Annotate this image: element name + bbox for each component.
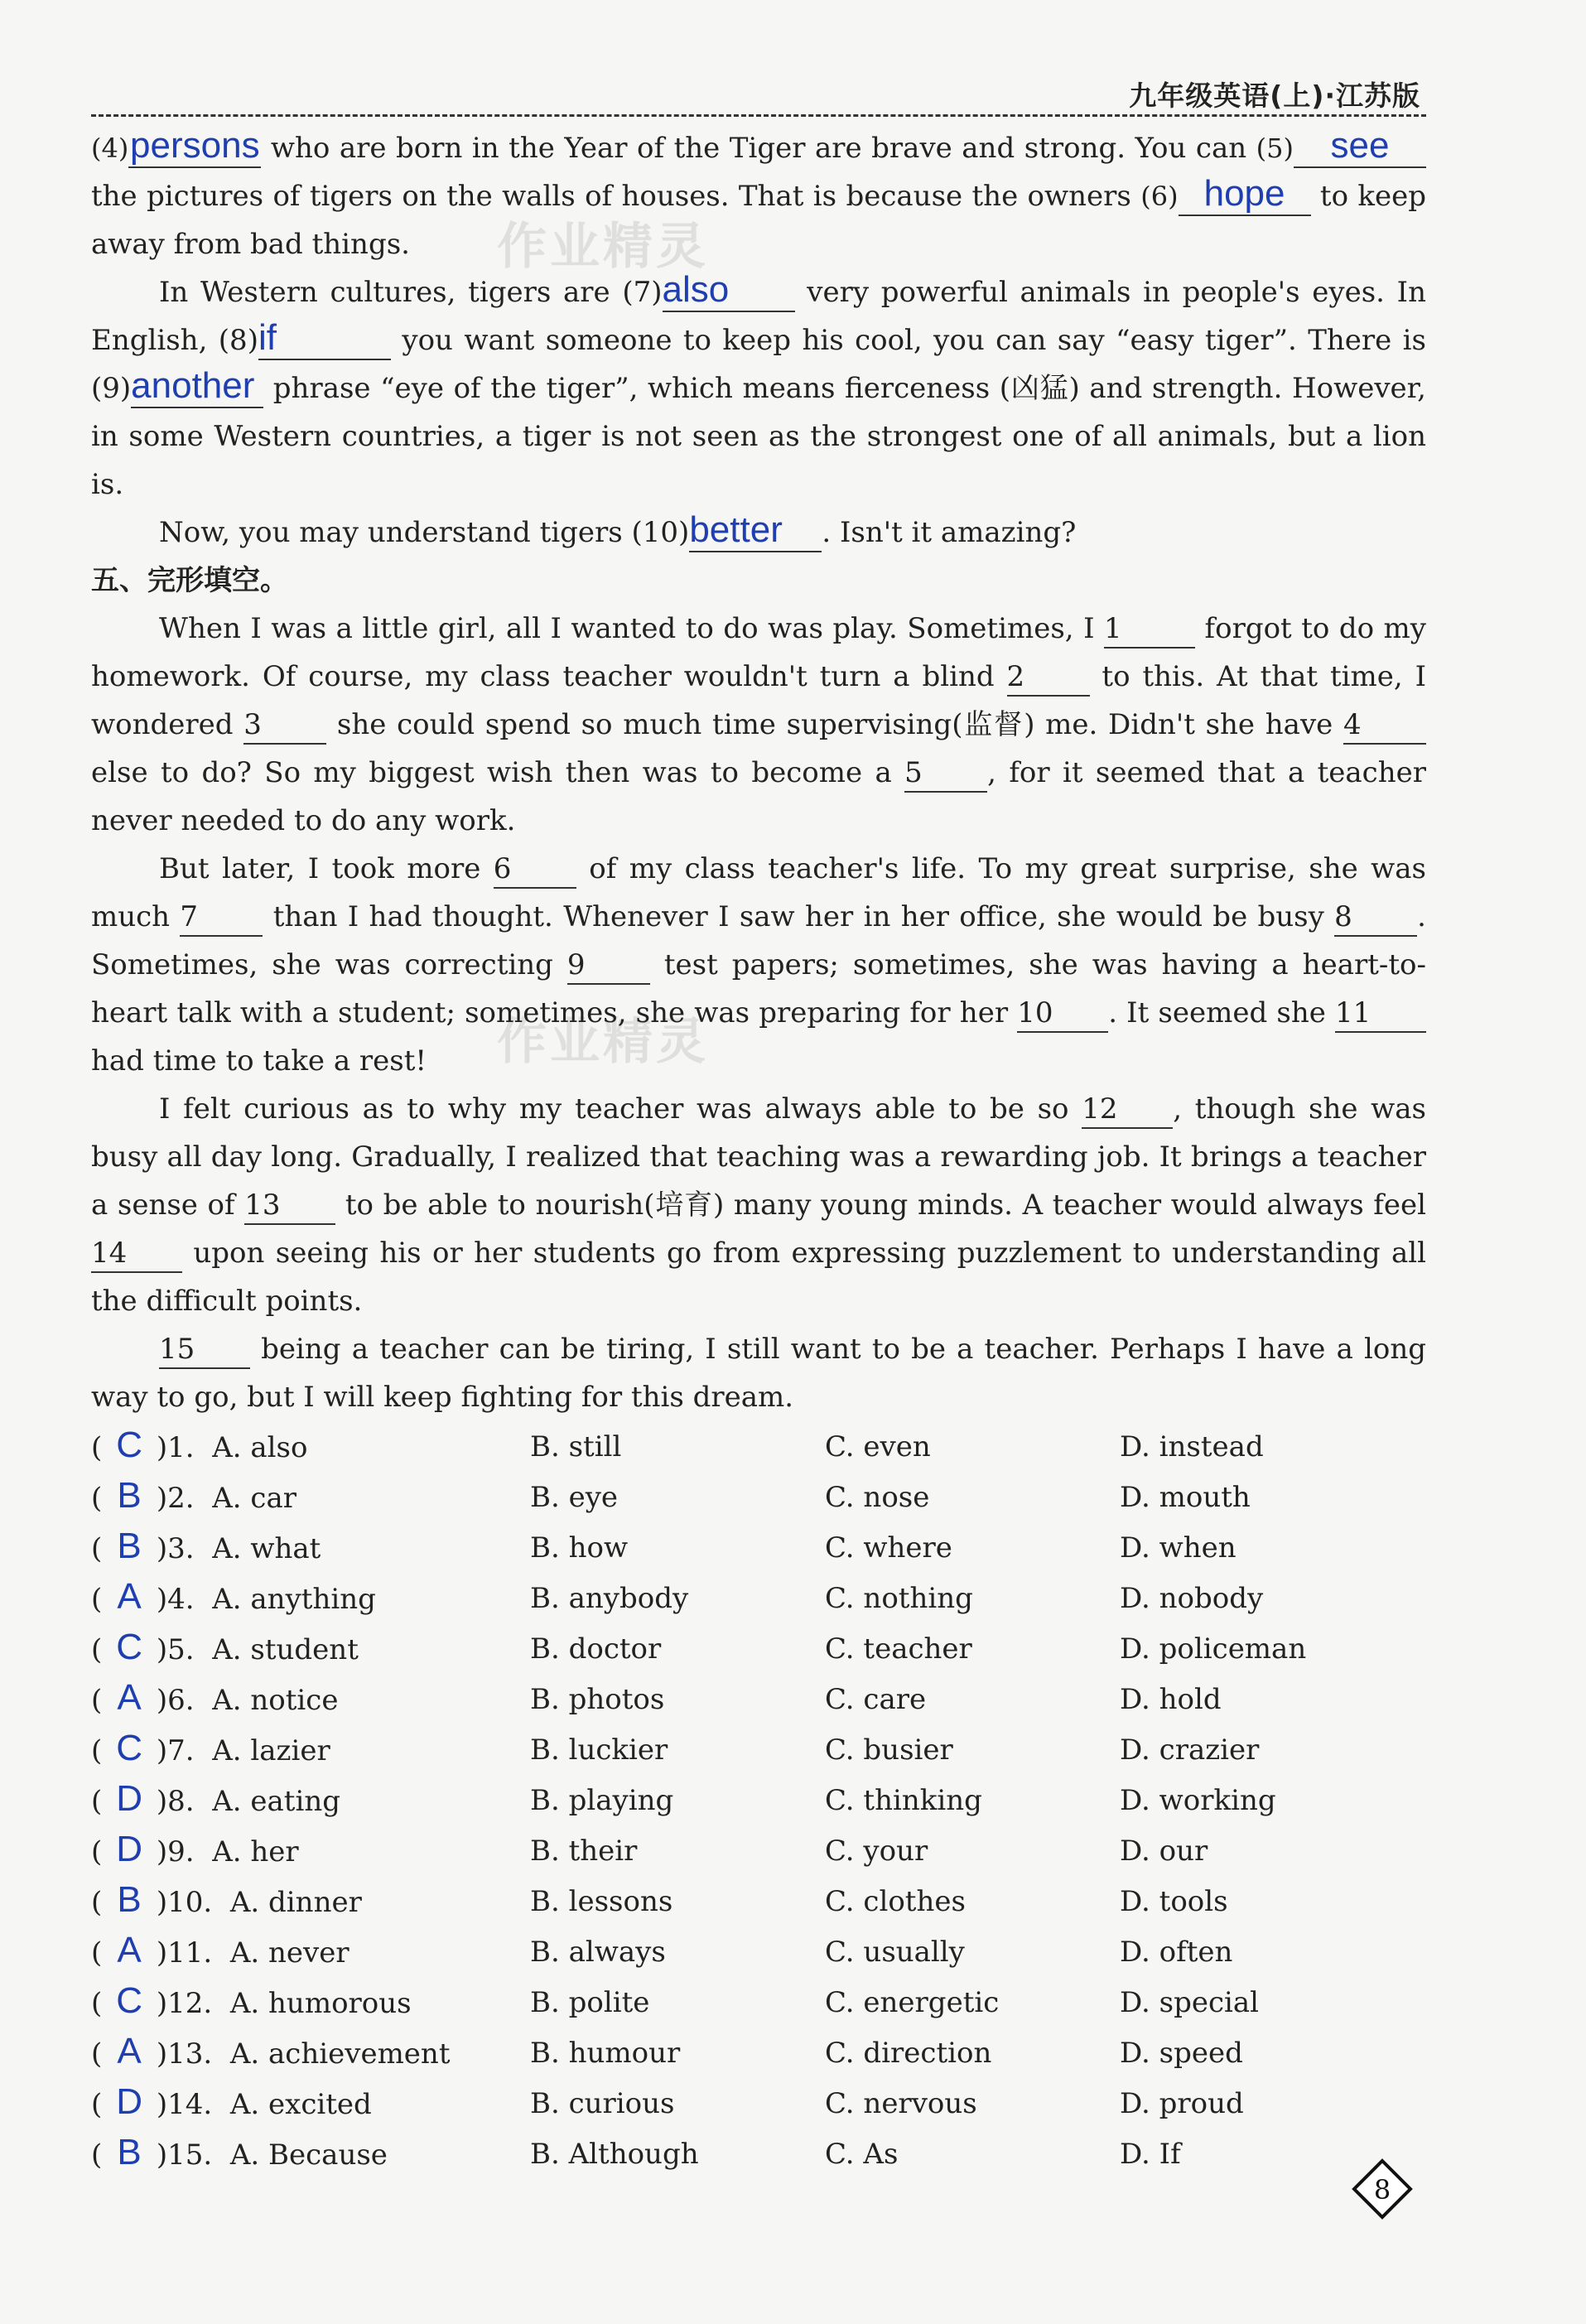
option-d: D. proud xyxy=(1120,2086,1244,2120)
question-number-cell: ( A )6. A. notice xyxy=(91,1674,530,1724)
option-b-cell xyxy=(530,1573,825,1623)
option-a: A. excited xyxy=(229,2088,372,2121)
answer-choice: B xyxy=(117,1526,142,1566)
option-c-cell xyxy=(825,1421,1120,1472)
option-b: B. still xyxy=(530,1430,622,1463)
cloze-blank: 7 xyxy=(180,899,263,937)
option-d: D. policeman xyxy=(1120,1632,1307,1666)
handwritten-answer: see xyxy=(1330,125,1390,166)
paragraph-text: had time to take a rest! xyxy=(91,1044,427,1078)
blank-number: (6) xyxy=(1140,181,1179,212)
option-c-cell xyxy=(825,1825,1120,1876)
option-c-cell xyxy=(825,1876,1120,1926)
option-b: B. humour xyxy=(530,2036,681,2070)
option-b: B. how xyxy=(530,1531,629,1565)
answer-blank xyxy=(258,317,391,360)
option-a: A. humorous xyxy=(229,1987,412,2020)
page-number-badge xyxy=(1352,2158,1413,2220)
option-d-cell xyxy=(1120,1724,1306,1775)
answer-choice: D xyxy=(116,1778,142,1819)
option-b-cell xyxy=(530,1876,825,1926)
options-table xyxy=(91,1421,1306,2179)
paragraph-text: , though she was busy all day long. Gradually, I realized that teaching was a rewarding job. It brings a teacher a sense of xyxy=(91,1092,1427,1222)
question-row xyxy=(91,1573,1306,1623)
handwritten-answer: hope xyxy=(1203,173,1285,214)
section-title: 五、完形填空。 xyxy=(91,564,288,597)
paragraph-tiger-china xyxy=(91,124,1426,268)
option-c-cell xyxy=(825,1775,1120,1825)
paragraph-text: else to do? So my biggest wish then was to become a xyxy=(91,756,905,789)
option-b-cell xyxy=(530,1724,825,1775)
question-row xyxy=(91,1674,1306,1724)
option-c: C. energetic xyxy=(825,1985,1000,2019)
question-number: 7. xyxy=(167,1734,195,1767)
option-d: D. If xyxy=(1120,2137,1181,2171)
option-c: C. nervous xyxy=(825,2086,977,2120)
option-b: B. lessons xyxy=(530,1884,673,1918)
option-b: B. doctor xyxy=(530,1632,662,1666)
option-d-cell xyxy=(1120,1573,1306,1623)
question-row xyxy=(91,1977,1306,2027)
question-number: 14. xyxy=(167,2088,213,2121)
question-row xyxy=(91,1825,1306,1876)
option-c: C. nothing xyxy=(825,1581,973,1615)
question-number: 6. xyxy=(167,1684,195,1717)
question-number-cell: ( D )8. A. eating xyxy=(91,1775,530,1825)
question-number: 5. xyxy=(167,1633,195,1666)
paragraph-text: . Sometimes, she was correcting xyxy=(91,900,1426,981)
header-divider xyxy=(91,114,1426,117)
option-d: D. tools xyxy=(1120,1884,1228,1918)
option-d: D. instead xyxy=(1120,1430,1264,1463)
option-d: D. when xyxy=(1120,1531,1237,1565)
paragraph-text: I felt curious as to why my teacher was always able to be so xyxy=(159,1092,1082,1126)
question-number: 12. xyxy=(167,1987,213,2020)
option-a: A. her xyxy=(212,1835,299,1868)
handwritten-answer: also xyxy=(662,269,730,310)
option-b: B. polite xyxy=(530,1985,650,2019)
question-row xyxy=(91,1421,1306,1472)
paragraph-text: . Isn't it amazing? xyxy=(822,516,1077,549)
question-number-cell: ( A )13. A. achievement xyxy=(91,2027,530,2078)
answer-choice: C xyxy=(116,1980,142,2021)
option-b: B. Although xyxy=(530,2137,699,2171)
answer-blank xyxy=(128,125,261,168)
option-c-cell xyxy=(825,1573,1120,1623)
option-c-cell xyxy=(825,1926,1120,1977)
answer-blank xyxy=(1294,125,1426,168)
question-number: 11. xyxy=(167,1936,213,1970)
option-c-cell xyxy=(825,1674,1120,1724)
page-content xyxy=(91,124,1426,2179)
question-number: 15. xyxy=(167,2138,213,2172)
paragraph-text: In Western cultures, tigers are (7) xyxy=(159,276,663,309)
option-d-cell xyxy=(1120,2027,1306,2078)
question-number-cell: ( D )9. A. her xyxy=(91,1825,530,1876)
option-a: A. notice xyxy=(212,1684,339,1717)
option-c: C. thinking xyxy=(825,1783,982,1817)
option-b-cell xyxy=(530,1674,825,1724)
option-a: A. lazier xyxy=(212,1734,330,1767)
paragraph-text: . It seemed she xyxy=(1108,996,1335,1029)
option-d: D. our xyxy=(1120,1834,1208,1868)
paragraph-text: Now, you may understand tigers (10) xyxy=(159,516,690,549)
answer-choice: A xyxy=(117,1576,142,1617)
question-number: 10. xyxy=(167,1886,213,1919)
option-c: C. clothes xyxy=(825,1884,966,1918)
answer-blank xyxy=(1179,173,1311,216)
option-d: D. crazier xyxy=(1120,1733,1260,1767)
question-row xyxy=(91,2129,1306,2179)
option-c: C. busier xyxy=(825,1733,953,1767)
option-c: C. teacher xyxy=(825,1632,972,1666)
handwritten-answer: another xyxy=(131,365,255,406)
question-row xyxy=(91,1522,1306,1573)
question-number: 9. xyxy=(167,1835,195,1868)
paragraph-text: being a teacher can be tiring, I still want to be a teacher. Perhaps I have a long way to go, but I will keep fighting for this dream. xyxy=(91,1333,1426,1414)
paragraph-text: When I was a little girl, all I wanted to do was play. Sometimes, I xyxy=(159,612,1105,645)
question-number: 2. xyxy=(167,1482,195,1515)
option-d: D. special xyxy=(1120,1985,1260,2019)
cloze-blank: 1 xyxy=(1104,610,1195,649)
paragraph-text: test papers; sometimes, she was having a heart-to-heart talk with a student; sometimes, she was preparing for her xyxy=(91,948,1426,1029)
question-number-cell: ( B )15. A. Because xyxy=(91,2129,530,2179)
cloze-paragraph-1 xyxy=(91,605,1426,845)
option-b: B. eye xyxy=(530,1480,619,1514)
option-b: B. playing xyxy=(530,1783,674,1817)
question-row xyxy=(91,1724,1306,1775)
option-b-cell xyxy=(530,2129,825,2179)
cloze-blank: 13 xyxy=(244,1187,335,1225)
option-d-cell xyxy=(1120,1472,1306,1522)
answer-choice: C xyxy=(116,1728,142,1768)
option-c-cell xyxy=(825,1724,1120,1775)
question-number-cell: ( A )4. A. anything xyxy=(91,1573,530,1623)
answer-choice: C xyxy=(116,1425,142,1465)
option-d-cell xyxy=(1120,2078,1306,2129)
paragraph-conclusion xyxy=(91,509,1426,557)
cloze-paragraph-3 xyxy=(91,1085,1426,1325)
paragraph-text: very powerful animals in people's eyes. In English, (8) xyxy=(91,276,1426,357)
option-c: C. care xyxy=(825,1682,927,1716)
answer-blank xyxy=(689,509,822,552)
option-d: D. speed xyxy=(1120,2036,1243,2070)
cloze-blank: 5 xyxy=(904,755,987,793)
option-c: C. As xyxy=(825,2137,899,2171)
paragraph-text: than I had thought. Whenever I saw her in her office, she would be busy xyxy=(263,900,1335,933)
question-row xyxy=(91,1926,1306,1977)
question-number: 1. xyxy=(167,1431,195,1464)
watermark: 作业精灵 xyxy=(497,1013,709,1071)
option-b: B. curious xyxy=(530,2086,675,2120)
option-b: B. luckier xyxy=(530,1733,668,1767)
option-a: A. anything xyxy=(212,1583,376,1616)
cloze-blank: 3 xyxy=(243,706,326,745)
paragraph-text: who are born in the Year of the Tiger are brave and strong. You can xyxy=(261,132,1247,165)
option-a: A. dinner xyxy=(229,1886,362,1919)
answer-choice: B xyxy=(117,1475,142,1516)
paragraph-text: to keep away from bad things. xyxy=(91,180,1427,261)
question-number-cell: ( D )14. A. excited xyxy=(91,2078,530,2129)
answer-choice: C xyxy=(116,1627,142,1667)
option-c-cell xyxy=(825,1472,1120,1522)
cloze-paragraph-4 xyxy=(91,1325,1426,1421)
option-d: D. working xyxy=(1120,1783,1276,1817)
question-row xyxy=(91,1775,1306,1825)
answer-blank xyxy=(662,269,795,312)
option-a: A. car xyxy=(212,1482,296,1515)
option-d: D. mouth xyxy=(1120,1480,1251,1514)
option-d: D. often xyxy=(1120,1935,1233,1969)
option-b-cell xyxy=(530,1472,825,1522)
option-b-cell xyxy=(530,1977,825,2027)
page-header: 九年级英语(上)·江苏版 xyxy=(1129,80,1420,112)
paragraph-text: the pictures of tigers on the walls of houses. That is because the owners xyxy=(91,180,1131,213)
answer-choice: D xyxy=(116,1829,142,1869)
option-b-cell xyxy=(530,1926,825,1977)
option-d-cell xyxy=(1120,1977,1306,2027)
option-b: B. anybody xyxy=(530,1581,689,1615)
question-row xyxy=(91,1472,1306,1522)
answer-choice: A xyxy=(117,1930,142,1970)
paragraph-text: But later, I took more xyxy=(159,852,494,885)
question-number: 8. xyxy=(167,1785,195,1818)
question-row xyxy=(91,2078,1306,2129)
option-c-cell xyxy=(825,1623,1120,1674)
question-number-cell: ( C )5. A. student xyxy=(91,1623,530,1674)
option-c: C. even xyxy=(825,1430,931,1463)
option-d: D. nobody xyxy=(1120,1581,1264,1615)
option-d-cell xyxy=(1120,1825,1306,1876)
option-d-cell xyxy=(1120,1876,1306,1926)
option-c: C. where xyxy=(825,1531,952,1565)
cloze-paragraph-2 xyxy=(91,845,1426,1085)
paragraph-text: forgot to do my homework. Of course, my class teacher wouldn't turn a blind xyxy=(91,612,1427,693)
blank-number: (4) xyxy=(91,133,129,164)
question-number: 3. xyxy=(167,1532,195,1565)
paragraph-text: to this. At that time, I wondered xyxy=(91,660,1427,741)
question-number-cell: ( C )7. A. lazier xyxy=(91,1724,530,1775)
option-d-cell xyxy=(1120,1926,1306,1977)
cloze-blank: 9 xyxy=(567,947,650,985)
option-d-cell xyxy=(1120,1522,1306,1573)
handwritten-answer: if xyxy=(258,317,277,358)
option-c-cell xyxy=(825,2078,1120,2129)
question-number: 13. xyxy=(167,2037,213,2071)
option-d-cell xyxy=(1120,1674,1306,1724)
cloze-blank: 2 xyxy=(1007,658,1090,697)
cloze-blank: 8 xyxy=(1334,899,1417,937)
option-b-cell xyxy=(530,1522,825,1573)
paragraph-text: she could spend so much time supervising(监督) me. Didn't she have xyxy=(326,708,1343,741)
option-d-cell xyxy=(1120,1421,1306,1472)
option-b-cell xyxy=(530,2078,825,2129)
option-c: C. direction xyxy=(825,2036,992,2070)
paragraph-text: phrase “eye of the tiger”, which means fierceness (凶猛) and strength. However, in some Western countries, a tiger is not seen as the strongest one of all animals, but a lion is. xyxy=(91,372,1426,501)
option-b-cell xyxy=(530,1825,825,1876)
option-a: A. what xyxy=(212,1532,321,1565)
option-b-cell xyxy=(530,1421,825,1472)
answer-choice: B xyxy=(117,2132,142,2172)
question-number-cell: ( A )11. A. never xyxy=(91,1926,530,1977)
option-d-cell xyxy=(1120,1623,1306,1674)
question-row xyxy=(91,1876,1306,1926)
option-c: C. nose xyxy=(825,1480,930,1514)
paragraph-text: you want someone to keep his cool, you can say “easy tiger”. There is (9) xyxy=(91,324,1427,405)
cloze-blank: 4 xyxy=(1343,706,1426,745)
option-a: A. eating xyxy=(212,1785,340,1818)
option-a: A. never xyxy=(229,1936,349,1970)
cloze-blank: 12 xyxy=(1082,1091,1173,1129)
option-c: C. your xyxy=(825,1834,928,1868)
answer-choice: A xyxy=(117,2031,142,2071)
option-c-cell xyxy=(825,2027,1120,2078)
option-c-cell xyxy=(825,1522,1120,1573)
option-a: A. student xyxy=(212,1633,359,1666)
paragraph-text: to be able to nourish(培育) many young minds. A teacher would always feel xyxy=(335,1189,1426,1222)
cloze-blank: 10 xyxy=(1017,995,1108,1033)
option-b-cell xyxy=(530,2027,825,2078)
option-a: A. Because xyxy=(229,2138,388,2172)
answer-choice: A xyxy=(117,1677,142,1718)
cloze-blank: 6 xyxy=(494,851,576,889)
watermark: 作业精灵 xyxy=(497,218,709,276)
answer-choice: B xyxy=(117,1879,142,1920)
option-d: D. hold xyxy=(1120,1682,1222,1716)
page-number: 8 xyxy=(1373,2174,1391,2206)
question-number: 4. xyxy=(167,1583,195,1616)
option-b-cell xyxy=(530,1775,825,1825)
cloze-blank: 14 xyxy=(91,1235,182,1273)
question-row xyxy=(91,1623,1306,1674)
paragraph-text: of my class teacher's life. To my great surprise, she was much xyxy=(91,852,1426,933)
paragraph-tiger-west xyxy=(91,268,1426,509)
paragraph-text: , for it seemed that a teacher never needed to do any work. xyxy=(91,756,1426,837)
option-b: B. their xyxy=(530,1834,638,1868)
question-number-cell: ( C )12. A. humorous xyxy=(91,1977,530,2027)
option-d-cell xyxy=(1120,2129,1306,2179)
cloze-blank: 11 xyxy=(1335,995,1426,1033)
question-row xyxy=(91,2027,1306,2078)
question-number-cell: ( B )3. A. what xyxy=(91,1522,530,1573)
answer-blank xyxy=(131,365,263,408)
option-a: A. achievement xyxy=(229,2037,451,2071)
answer-choice: D xyxy=(116,2081,142,2122)
cloze-blank: 15 xyxy=(159,1331,250,1369)
handwritten-answer: persons xyxy=(130,125,260,166)
option-a: A. also xyxy=(212,1431,308,1464)
option-c-cell xyxy=(825,1977,1120,2027)
question-number-cell: ( C )1. A. also xyxy=(91,1421,530,1472)
option-c-cell xyxy=(825,2129,1120,2179)
paragraph-text: upon seeing his or her students go from expressing puzzlement to understanding all the difficult points. xyxy=(91,1237,1426,1318)
option-b: B. always xyxy=(530,1935,666,1969)
blank-number: (5) xyxy=(1256,133,1294,164)
option-b: B. photos xyxy=(530,1682,665,1716)
handwritten-answer: better xyxy=(689,509,783,550)
question-number-cell: ( B )10. A. dinner xyxy=(91,1876,530,1926)
option-d-cell xyxy=(1120,1775,1306,1825)
option-c: C. usually xyxy=(825,1935,965,1969)
option-b-cell xyxy=(530,1623,825,1674)
question-number-cell: ( B )2. A. car xyxy=(91,1472,530,1522)
